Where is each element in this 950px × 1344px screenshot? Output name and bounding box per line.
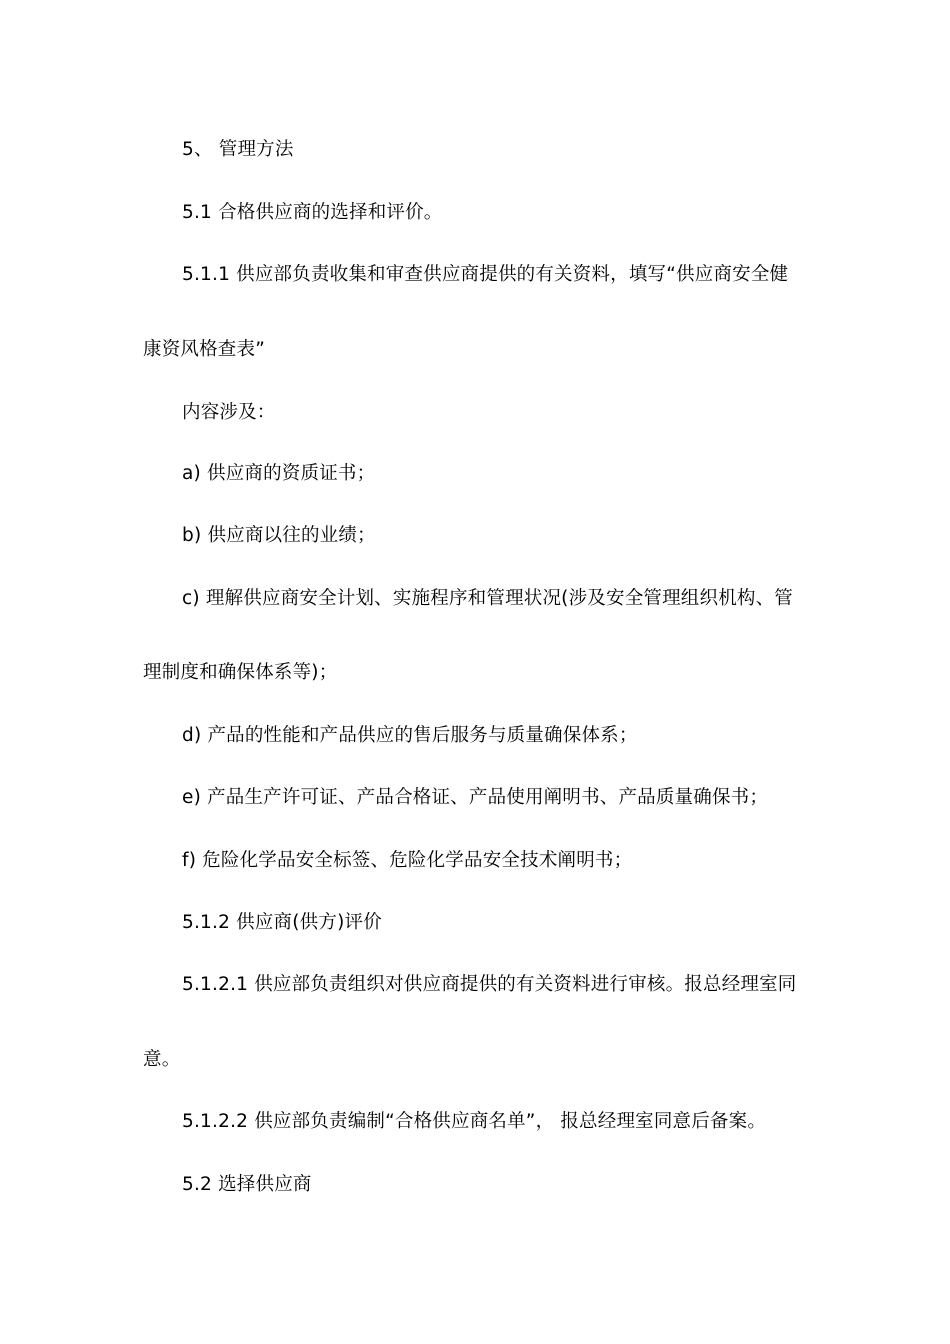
list-item: a) 供应商的资质证书； xyxy=(182,463,376,484)
subsection-heading: 5.1 合格供应商的选择和评价。 xyxy=(182,202,443,223)
paragraph-line: 康资风格查表” xyxy=(143,339,265,360)
list-item: f) 危险化学品安全标签、危险化学品安全技术阐明书； xyxy=(182,850,633,871)
subsection-heading: 5.2 选择供应商 xyxy=(182,1174,312,1195)
paragraph-line: 内容涉及： xyxy=(182,402,276,423)
section-heading: 5、 管理方法 xyxy=(182,139,294,160)
subsection-heading: 5.1.2 供应商(供方)评价 xyxy=(182,912,382,933)
list-item: b) 供应商以往的业绩； xyxy=(182,525,376,546)
paragraph-line: 5.1.2.2 供应部负责编制“合格供应商名单”， 报总经理室同意后备案。 xyxy=(182,1111,767,1132)
list-item: d) 产品的性能和产品供应的售后服务与质量确保体系； xyxy=(182,725,638,746)
list-item-continuation: 理制度和确保体系等)； xyxy=(143,662,338,683)
list-item: c) 理解供应商安全计划、实施程序和管理状况(涉及安全管理组织机构、管 xyxy=(182,588,793,609)
paragraph-line: 意。 xyxy=(143,1049,181,1070)
paragraph-line: 5.1.2.1 供应部负责组织对供应商提供的有关资料进行审核。报总经理室同 xyxy=(182,974,797,995)
list-item: e) 产品生产许可证、产品合格证、产品使用阐明书、产品质量确保书； xyxy=(182,787,769,808)
paragraph-line: 5.1.1 供应部负责收集和审查供应商提供的有关资料，填写“供应商安全健 xyxy=(182,264,789,285)
